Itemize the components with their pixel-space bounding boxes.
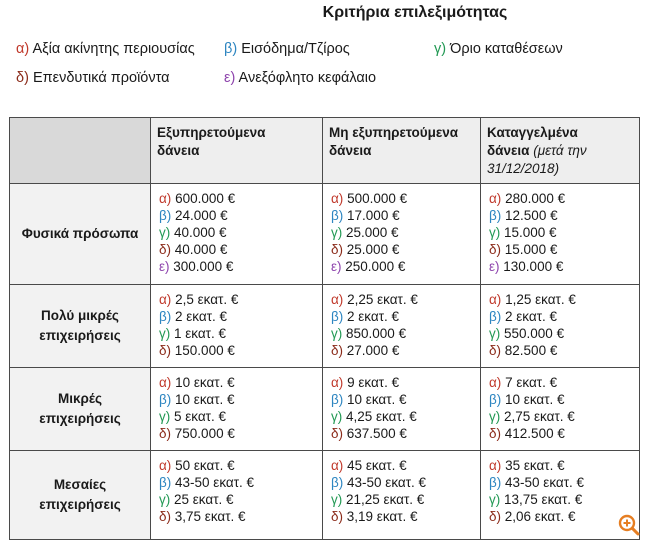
criterion-letter: α) <box>489 375 502 390</box>
criterion-line <box>159 342 322 359</box>
criterion-letter: α) <box>331 458 344 473</box>
criterion-line <box>331 291 480 308</box>
criterion-value: 2,5 εκατ. € <box>175 292 239 307</box>
criterion-letter: γ) <box>159 492 171 507</box>
criterion-line <box>489 342 639 359</box>
criterion-line <box>489 425 639 442</box>
criterion-letter: α) <box>331 375 344 390</box>
criterion-line <box>331 374 480 391</box>
criterion-value: 500.000 € <box>347 191 408 206</box>
legend-item-deposit-limit: γ) Όριο καταθέσεων <box>434 41 563 57</box>
criterion-value: 130.000 € <box>503 259 564 274</box>
row-label-natural-persons <box>10 184 151 285</box>
table-row <box>10 184 640 285</box>
criterion-line <box>159 491 322 508</box>
criterion-value: 10 εκατ. € <box>347 392 407 407</box>
criterion-letter: δ) <box>331 343 344 358</box>
criterion-letter: β) <box>489 392 502 407</box>
row-label-medium-businesses <box>10 451 151 540</box>
criterion-letter: β) <box>489 208 502 223</box>
criterion-line <box>489 491 639 508</box>
criterion-line <box>331 425 480 442</box>
criterion-letter: α) <box>159 458 172 473</box>
table-cell <box>323 368 481 451</box>
legend-item-property-value: α) Αξία ακίνητης περιουσίας <box>16 41 195 57</box>
criterion-line <box>331 325 480 342</box>
criterion-line <box>331 408 480 425</box>
column-header-terminated: Καταγγελμένα δάνεια (μετά την 31/12/2018) <box>481 118 640 184</box>
criterion-value: 150.000 € <box>174 343 235 358</box>
row-label-text: επιχειρήσεις <box>39 411 121 426</box>
criterion-line <box>331 491 480 508</box>
criterion-line <box>489 190 639 207</box>
criterion-letter: β) <box>331 309 344 324</box>
criterion-line <box>331 308 480 325</box>
row-label-text: Μεσαίες <box>53 477 107 492</box>
criterion-line <box>159 207 322 224</box>
criterion-line <box>489 374 639 391</box>
table-cell <box>481 451 640 540</box>
criterion-letter: δ) <box>159 509 172 524</box>
criterion-line <box>159 308 322 325</box>
criterion-letter: γ) <box>489 492 501 507</box>
table-row <box>10 451 640 540</box>
table-cell <box>323 285 481 368</box>
criterion-letter: α) <box>489 191 502 206</box>
row-label-small-businesses <box>10 368 151 451</box>
criterion-letter: β) <box>159 392 172 407</box>
criterion-line <box>159 241 322 258</box>
criterion-value: 10 εκατ. € <box>505 392 565 407</box>
criterion-value: 2 εκατ. € <box>505 309 558 324</box>
criterion-letter: δ) <box>489 343 502 358</box>
criterion-line <box>489 291 639 308</box>
criterion-value: 13,75 εκατ. € <box>504 492 583 507</box>
row-label-text: Μικρές <box>58 391 102 406</box>
criterion-value: 7 εκατ. € <box>505 375 558 390</box>
table-row <box>10 368 640 451</box>
criterion-line <box>331 457 480 474</box>
criterion-line <box>331 474 480 491</box>
criterion-value: 850.000 € <box>346 326 407 341</box>
criterion-line <box>159 325 322 342</box>
criterion-letter: β) <box>159 208 172 223</box>
criterion-value: 9 εκατ. € <box>347 375 400 390</box>
criterion-letter: γ) <box>159 225 171 240</box>
criterion-letter: ε) <box>159 259 170 274</box>
table-cell <box>151 451 323 540</box>
criterion-letter: ε) <box>331 259 342 274</box>
criterion-value: 50 εκατ. € <box>175 458 235 473</box>
legend <box>16 41 636 99</box>
criterion-line <box>159 391 322 408</box>
criterion-letter: α) <box>489 292 502 307</box>
table-cell <box>323 451 481 540</box>
criterion-value: 2,06 εκατ. € <box>504 509 576 524</box>
criterion-letter: δ) <box>159 343 172 358</box>
criterion-line <box>489 207 639 224</box>
criterion-letter: γ) <box>331 492 343 507</box>
criterion-line <box>489 241 639 258</box>
criterion-letter: γ) <box>159 326 171 341</box>
criterion-letter: γ) <box>489 326 501 341</box>
criterion-value: 12.500 € <box>505 208 558 223</box>
table-row <box>10 285 640 368</box>
column-header-non-performing: Μη εξυπηρετούμενα δάνεια <box>323 118 481 184</box>
criterion-letter: α) <box>159 375 172 390</box>
criterion-line <box>489 408 639 425</box>
criterion-letter: δ) <box>489 509 502 524</box>
criterion-line <box>331 391 480 408</box>
criterion-value: 300.000 € <box>173 259 234 274</box>
criterion-letter: γ) <box>331 409 343 424</box>
criterion-value: 25.000 € <box>346 242 400 257</box>
criterion-value: 2 εκατ. € <box>347 309 400 324</box>
criterion-line <box>331 207 480 224</box>
criterion-line <box>331 508 480 525</box>
criterion-value: 25.000 € <box>346 225 399 240</box>
criterion-letter: δ) <box>159 426 172 441</box>
criterion-value: 750.000 € <box>174 426 235 441</box>
criterion-value: 10 εκατ. € <box>175 392 235 407</box>
criterion-value: 2 εκατ. € <box>175 309 228 324</box>
criterion-line <box>159 224 322 241</box>
criterion-value: 550.000 € <box>504 326 565 341</box>
criterion-value: 27.000 € <box>346 343 400 358</box>
row-label-text: επιχειρήσεις <box>39 328 121 343</box>
criterion-value: 2,75 εκατ. € <box>504 409 575 424</box>
criterion-letter: β) <box>159 309 172 324</box>
table-cell <box>151 184 323 285</box>
criterion-line <box>331 241 480 258</box>
criterion-value: 4,25 εκατ. € <box>346 409 417 424</box>
criterion-letter: β) <box>331 392 344 407</box>
criterion-letter: α) <box>489 458 502 473</box>
criterion-value: 600.000 € <box>175 191 236 206</box>
criterion-value: 280.000 € <box>505 191 566 206</box>
row-label-text: επιχειρήσεις <box>39 497 121 512</box>
criterion-line <box>159 258 322 275</box>
criterion-line <box>159 474 322 491</box>
criterion-value: 2,25 εκατ. € <box>347 292 418 307</box>
criterion-letter: β) <box>331 475 344 490</box>
criterion-letter: γ) <box>331 326 343 341</box>
criterion-value: 82.500 € <box>504 343 558 358</box>
criterion-value: 40.000 € <box>174 225 227 240</box>
criterion-line <box>159 408 322 425</box>
criterion-letter: γ) <box>489 225 501 240</box>
criterion-letter: γ) <box>331 225 343 240</box>
criterion-line <box>159 457 322 474</box>
criterion-value: 412.500 € <box>504 426 565 441</box>
criterion-line <box>159 374 322 391</box>
legend-item-outstanding-capital: ε) Ανεξόφλητο κεφάλαιο <box>224 70 377 86</box>
criterion-letter: γ) <box>489 409 501 424</box>
criterion-line <box>159 190 322 207</box>
criterion-line <box>489 224 639 241</box>
page-title: Κριτήρια επιλεξιμότητας <box>322 4 508 21</box>
criterion-letter: δ) <box>489 426 502 441</box>
criterion-line <box>159 508 322 525</box>
criterion-letter: δ) <box>489 242 502 257</box>
criterion-value: 250.000 € <box>345 259 406 274</box>
criterion-value: 35 εκατ. € <box>505 458 565 473</box>
table-cell <box>481 184 640 285</box>
row-label-very-small-businesses <box>10 285 151 368</box>
criterion-line <box>331 342 480 359</box>
criterion-value: 17.000 € <box>347 208 400 223</box>
criterion-line <box>331 190 480 207</box>
criterion-letter: α) <box>331 191 344 206</box>
criterion-letter: δ) <box>159 242 172 257</box>
legend-row <box>16 70 636 99</box>
criterion-letter: β) <box>159 475 172 490</box>
criterion-letter: δ) <box>331 242 344 257</box>
criterion-line <box>489 258 639 275</box>
criterion-letter: α) <box>159 292 172 307</box>
table-cell <box>323 184 481 285</box>
criterion-line <box>489 391 639 408</box>
criterion-line <box>159 425 322 442</box>
table-header-row <box>10 118 640 184</box>
criterion-value: 1 εκατ. € <box>174 326 227 341</box>
criterion-value: 15.000 € <box>504 242 558 257</box>
criterion-value: 21,25 εκατ. € <box>346 492 425 507</box>
criterion-value: 40.000 € <box>174 242 228 257</box>
criterion-value: 3,19 εκατ. € <box>346 509 418 524</box>
criterion-letter: δ) <box>331 509 344 524</box>
criterion-line <box>489 325 639 342</box>
zoom-in-icon[interactable] <box>618 514 640 536</box>
criterion-letter: δ) <box>331 426 344 441</box>
table-body <box>10 184 640 540</box>
criterion-line <box>331 224 480 241</box>
criterion-line <box>159 291 322 308</box>
row-label-text: Πολύ μικρές <box>41 308 119 323</box>
criterion-value: 1,25 εκατ. € <box>505 292 576 307</box>
table-cell <box>481 368 640 451</box>
criterion-line <box>489 474 639 491</box>
table-cell <box>151 368 323 451</box>
table-cell <box>481 285 640 368</box>
criterion-value: 5 εκατ. € <box>174 409 227 424</box>
criterion-letter: β) <box>331 208 344 223</box>
criterion-letter: γ) <box>159 409 171 424</box>
legend-item-income: β) Εισόδημα/Τζίρος <box>224 41 350 57</box>
table-corner-cell <box>10 118 151 184</box>
criterion-value: 43-50 εκατ. € <box>175 475 255 490</box>
legend-item-investment-products: δ) Επενδυτικά προϊόντα <box>16 70 170 86</box>
criterion-value: 10 εκατ. € <box>175 375 235 390</box>
criterion-value: 43-50 εκατ. € <box>347 475 427 490</box>
criterion-letter: β) <box>489 475 502 490</box>
criterion-value: 24.000 € <box>175 208 228 223</box>
criterion-value: 3,75 εκατ. € <box>174 509 246 524</box>
criterion-value: 43-50 εκατ. € <box>505 475 585 490</box>
criterion-value: 637.500 € <box>346 426 407 441</box>
criterion-letter: α) <box>331 292 344 307</box>
criterion-letter: β) <box>489 309 502 324</box>
criterion-value: 25 εκατ. € <box>174 492 234 507</box>
criterion-line <box>489 508 639 525</box>
legend-row <box>16 41 636 70</box>
criterion-value: 45 εκατ. € <box>347 458 407 473</box>
eligibility-table <box>9 117 640 540</box>
row-label-text: Φυσικά πρόσωπα <box>21 226 139 241</box>
criterion-line <box>489 308 639 325</box>
criterion-line <box>489 457 639 474</box>
criterion-letter: ε) <box>489 259 500 274</box>
criterion-line <box>331 258 480 275</box>
criterion-letter: α) <box>159 191 172 206</box>
criterion-value: 15.000 € <box>504 225 557 240</box>
table-cell <box>151 285 323 368</box>
column-header-performing: Εξυπηρετούμενα δάνεια <box>151 118 323 184</box>
